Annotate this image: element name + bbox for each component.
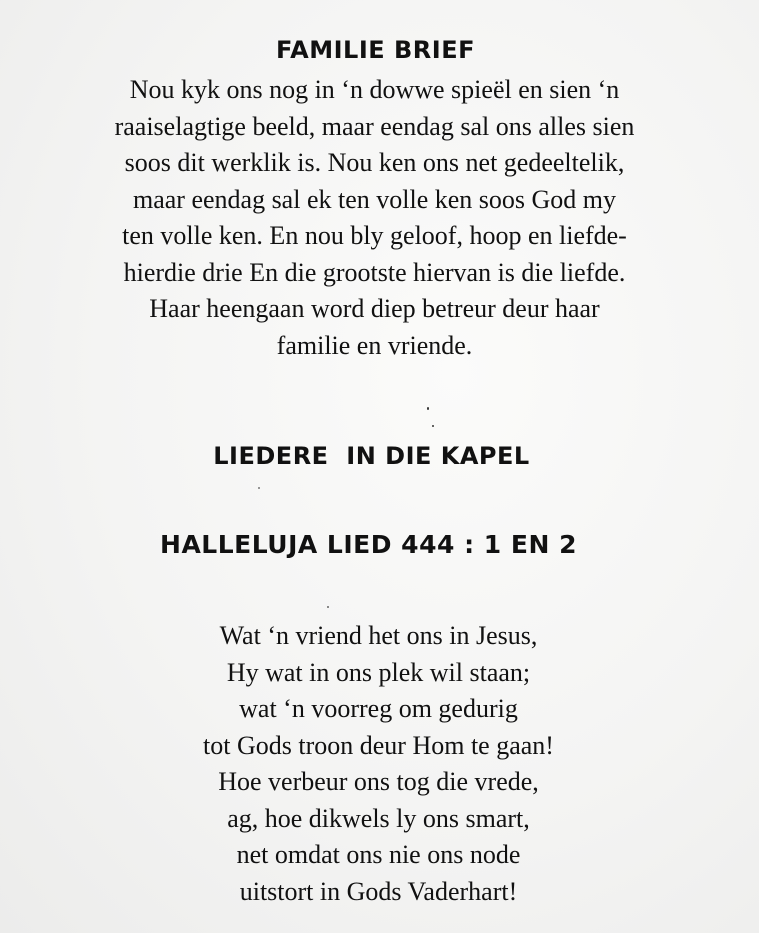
liedere-heading: LIEDERE IN DIE KAPEL xyxy=(213,442,530,470)
hymn-line: net omdat ons nie ons node xyxy=(236,840,521,869)
brief-line: hierdie drie En die grootste hiervan is die liefde. xyxy=(123,257,626,287)
hymn-line: Wat ‘n vriend het ons in Jesus, xyxy=(219,621,538,650)
hymn-line: ag, hoe dikwels ly ons smart, xyxy=(227,803,530,833)
hymn-heading: HALLELUJA LIED 444 : 1 EN 2 xyxy=(160,530,577,559)
hymn-line: wat ‘n voorreg om gedurig xyxy=(239,694,518,723)
familie-brief-paragraph xyxy=(0,72,754,364)
brief-line: maar eendag sal ek ten volle ken soos God my xyxy=(132,184,617,214)
brief-line: soos dit werklik is. Nou ken ons net gedeeltelik, xyxy=(124,148,625,177)
hymn-line: uitstort in Gods Vaderhart! xyxy=(239,876,518,906)
scan-speck xyxy=(327,606,329,608)
brief-line: familie en vriende. xyxy=(276,330,473,360)
hymn-line: Hoe verbeur ons tog die vrede, xyxy=(218,767,539,796)
scan-speck xyxy=(427,407,429,410)
hymn-line: tot Gods troon deur Hom te gaan! xyxy=(203,730,554,760)
scan-speck xyxy=(258,487,260,489)
hymn-line: Hy wat in ons plek wil staan; xyxy=(226,657,531,687)
hymn-verse xyxy=(0,618,758,910)
scan-speck xyxy=(432,425,434,427)
brief-line: raaiselagtige beeld, maar eendag sal ons alles sien xyxy=(114,111,635,141)
familie-brief-heading: FAMILIE BRIEF xyxy=(276,36,475,64)
brief-line: ten volle ken. En nou bly geloof, hoop en liefde- xyxy=(122,221,627,250)
brief-line: Haar heengaan word diep betreur deur haar xyxy=(149,294,600,323)
brief-line: Nou kyk ons nog in ‘n dowwe spieël en sien ‘n xyxy=(129,75,620,104)
